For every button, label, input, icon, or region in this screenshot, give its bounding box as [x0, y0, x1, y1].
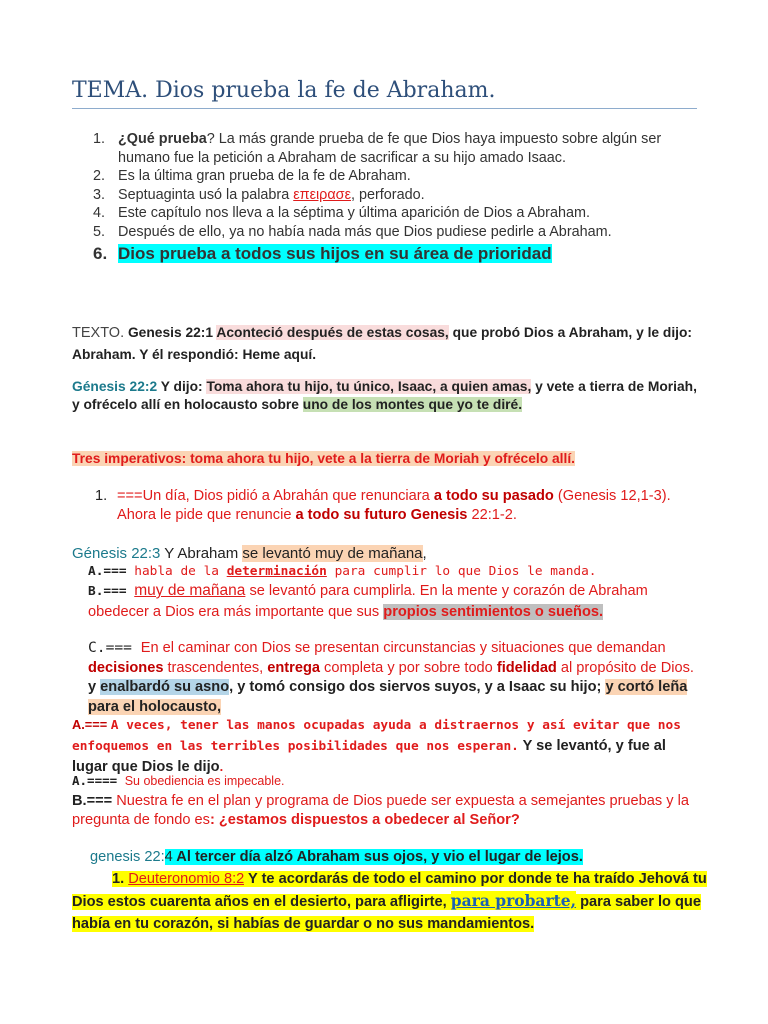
list-item-bold: ¿Qué prueba — [118, 131, 207, 147]
page-title: TEMA. Dios prueba la fe de Abraham. — [72, 78, 496, 103]
list-number: 5. — [93, 223, 106, 240]
note-label: C.=== — [88, 639, 141, 656]
point-emphasis: a todo su futuro Genesis — [295, 506, 468, 523]
note-text: Su obediencia es impecable. — [124, 774, 285, 788]
note-emphasis: fidelidad — [496, 659, 557, 676]
point-text-part: 22:1-2. — [467, 506, 517, 523]
genesis-22-4-paragraph — [90, 849, 720, 865]
verse-text: para saber lo que había en tu corazón, si habías de guardar o no sus mandamientos. — [72, 894, 701, 932]
point-1 — [95, 487, 705, 524]
note-a-busy-hands — [72, 715, 702, 777]
verse-underline: para probarte, — [450, 891, 577, 910]
note-text: Nuestra fe en el plan y programa de Dios puede ser expuesta a semejantes pruebas y la pregunta de fondo es — [72, 793, 689, 828]
texto-label: TEXTO. — [72, 325, 125, 341]
note-text: completa y por sobre todo — [320, 659, 497, 676]
note-label: B.=== — [88, 584, 135, 599]
point-text-part: ===Un día, Dios pidió a Abrahán que renunciara — [117, 488, 434, 504]
verse-text: Y dijo: — [157, 379, 207, 394]
title-divider — [72, 108, 697, 109]
genesis-22-2-paragraph — [72, 378, 702, 414]
note-a-determination — [88, 563, 718, 579]
note-b-morning — [88, 581, 704, 622]
note-label: A.=== — [88, 564, 135, 579]
verse-text: Y te acordarás de todo el camino por donde te ha traído Jehová tu Dios estos cuarenta años en el desierto, para afligirte, — [72, 871, 707, 910]
highlighted-statement: Dios prueba a todos sus hijos en su área de prioridad — [118, 244, 552, 263]
verse-text: Y se levantó, y fue al lugar que Dios le dijo — [72, 738, 666, 775]
list-number: 1. — [93, 131, 106, 147]
list-item — [93, 130, 698, 167]
list-number: 1. — [95, 488, 108, 504]
list-item-highlight — [93, 245, 698, 264]
note-underline: muy de mañana — [134, 582, 246, 599]
note-label: B.=== — [72, 793, 117, 809]
verse-ref: Génesis 22:2 — [72, 379, 158, 394]
note-label: A.==== — [72, 773, 125, 788]
note-a-obedience — [72, 773, 702, 788]
verse-highlight: se levantó muy de mañana — [242, 545, 423, 562]
verse-highlight: Toma ahora tu hijo, tu único, Isaac, a quien amas, — [206, 379, 532, 394]
imperatives-text: Tres imperativos: toma ahora tu hijo, vete a la tierra de Moriah y ofrécelo allí. — [72, 451, 575, 466]
verse-text: y vete a tierra de Moriah, y ofrécelo allí en holocausto sobre — [72, 379, 697, 412]
note-text: para cumplir lo que Dios le manda. — [326, 564, 597, 579]
note-b-faith — [72, 792, 702, 830]
note-text: al propósito de Dios. — [556, 659, 694, 676]
verse-ref: Deuteronomio 8:2 — [128, 871, 245, 887]
texto-paragraph — [72, 322, 702, 365]
note-text: habla de la — [134, 564, 227, 579]
verse-highlight: enalbardó su asno — [100, 679, 230, 695]
verse-highlight: Al tercer día alzó Abraham sus ojos, y vio el lugar de lejos. — [172, 849, 583, 865]
list-item — [93, 186, 698, 205]
greek-word: επειρασε — [293, 186, 351, 203]
list-item-text: Después de ello, ya no había nada más que Dios pudiese pedirle a Abraham. — [118, 223, 612, 240]
list-item-text: , perforado. — [350, 186, 425, 203]
intro-list — [93, 130, 698, 264]
three-imperatives — [72, 450, 702, 468]
note-highlight: propios sentimientos o sueños. — [383, 604, 604, 620]
note-emphasis: decisiones — [88, 659, 164, 676]
note-emphasis: entrega — [267, 659, 320, 676]
verse-text: , — [422, 545, 427, 562]
list-item — [93, 223, 698, 242]
list-item — [93, 167, 698, 186]
note-text: En el caminar con Dios se presentan circunstancias y situaciones que demandan — [140, 640, 666, 656]
list-item-text: ? La más grande prueba de fe que Dios haya impuesto sobre algún ser humano fue la petición a Abraham de sacrificar a su hijo amado Isaac. — [118, 131, 662, 166]
deuteronomy-paragraph — [72, 868, 712, 935]
verse-highlight: Aconteció después de estas cosas, — [216, 325, 449, 340]
list-number: 2. — [93, 168, 106, 184]
list-item — [93, 204, 698, 223]
note-text: trascendentes, — [163, 659, 268, 676]
note-question: : ¿estamos dispuestos a obedecer al Señor? — [209, 812, 520, 828]
verse-text: , y tomó consigo dos siervos suyos, y a Isaac su hijo; — [229, 679, 606, 695]
list-item-text: Es la última gran prueba de la fe de Abraham. — [118, 168, 411, 184]
verse-ref: Génesis 22:3 — [72, 545, 161, 562]
verse-text: . — [219, 759, 224, 774]
note-text: se levantó para cumplirla. En la mente y corazón de Abraham obedecer a Dios era más importante que sus — [88, 583, 648, 620]
note-label: A.=== — [72, 717, 111, 732]
list-number: 6. — [93, 244, 108, 263]
list-number: 3. — [93, 186, 106, 203]
point-text — [95, 487, 705, 524]
point-emphasis: a todo su pasado — [433, 488, 554, 504]
verse-text: que probó Dios a Abraham, y le dijo: Abraham. Y él respondió: Heme aquí. — [72, 325, 693, 362]
verse-text: y — [88, 679, 101, 695]
verse-ref: genesis 22: — [90, 849, 165, 865]
verse-highlight: y cortó leña para el holocausto, — [88, 679, 688, 715]
verse-highlight: uno de los montes que yo te diré. — [302, 397, 523, 412]
list-number: 4. — [93, 205, 106, 221]
note-text: A veces, tener las manos ocupadas ayuda a distraernos y así evitar que nos enfoquemos en las terribles posibilidades que nos esperan. — [72, 718, 681, 754]
list-item-text: Septuaginta usó la palabra — [118, 186, 294, 203]
list-number: 1. — [112, 871, 129, 887]
point-text-part: (Genesis 12,1-3). Ahora le pide que renuncie — [117, 488, 671, 523]
genesis-22-3-paragraph — [72, 544, 702, 564]
verse-number: 4 — [164, 849, 173, 865]
verse-text: Y Abraham — [160, 545, 243, 562]
note-c-decisions — [88, 638, 704, 717]
verse-ref: Genesis 22:1 — [124, 325, 217, 340]
list-item-text: Este capítulo nos lleva a la séptima y última aparición de Dios a Abraham. — [118, 205, 590, 221]
note-underline: determinación — [226, 564, 327, 579]
